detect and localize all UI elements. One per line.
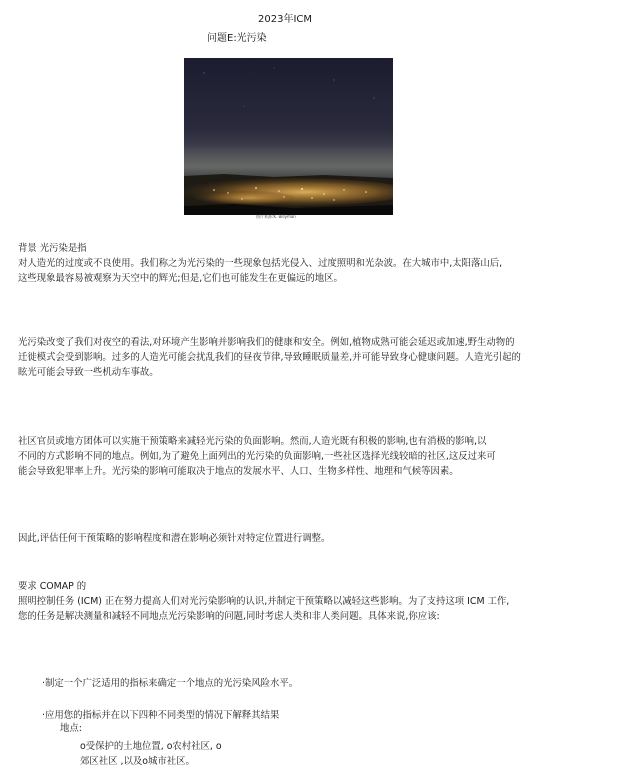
task-item-2-subtitle: 地点: — [60, 723, 82, 734]
problem-title: 问题E:光污染 — [207, 33, 267, 44]
locations-line-2: 郊区社区 ,以及o城市社区。 — [80, 756, 195, 767]
paragraph-3 — [18, 434, 496, 479]
night-city-photo — [184, 58, 393, 215]
requirements-line-1: 照明控制任务 (ICM) 正在努力提高人们对光污染影响的认识,并制定干预策略以减轻这些影响。为了支持这项 ICM 工作, — [18, 596, 510, 607]
paragraph-3-line-1: 社区官员或地方团体可以实施干预策略来减轻光污染的负面影响。然而,人造光既有积极的影响,也有消极的影响,以 — [18, 436, 487, 447]
background-line-2: 这些现象最容易被观察为天空中的辉光;但是,它们也可能发生在更偏远的地区。 — [18, 273, 343, 284]
requirements-section — [18, 579, 509, 624]
requirements-heading: 要求 COMAP 的 — [18, 581, 87, 592]
photo-caption: 图片来源:K. Billyman — [256, 214, 296, 219]
requirements-line-2: 您的任务是解决测量和减轻不同地点光污染影响的问题,同时考虑人类和非人类问题。具体来说,你应该: — [18, 611, 440, 622]
paragraph-2-line-3: 眩光可能会导致一些机动车事故。 — [18, 367, 159, 378]
paragraph-3-line-3: 能会导致犯罪率上升。光污染的影响可能取决于地点的发展水平、人口、生物多样性、地理和气候等因素。 — [18, 466, 459, 477]
paragraph-2-line-2: 迁徙模式会受到影响。过多的人造光可能会扰乱我们的昼夜节律,导致睡眠质量差,并可能导致身心健康问题。人造光引起的 — [18, 352, 521, 363]
background-heading: 背景 光污染是指 — [18, 243, 87, 254]
paragraph-4 — [18, 531, 330, 546]
background-section — [18, 241, 502, 286]
task-item-1: ·制定一个广泛适用的指标来确定一个地点的光污染风险水平。 — [42, 678, 299, 689]
document-title: 2023年ICM — [258, 14, 313, 25]
locations-line-1: o受保护的土地位置, o农村社区, o — [80, 741, 222, 752]
paragraph-2-line-1: 光污染改变了我们对夜空的看法,对环境产生影响并影响我们的健康和安全。例如,植物成熟可能会延迟或加速,野生动物的 — [18, 337, 515, 348]
paragraph-4-line-1: 因此,评估任何干预策略的影响程度和潜在影响必须针对特定位置进行调整。 — [18, 533, 331, 544]
task-item-2: ·应用您的指标并在以下四种不同类型的情况下解释其结果 — [42, 710, 280, 721]
background-line-1: 对人造光的过度或不良使用。我们称之为光污染的一些现象包括光侵入、过度照明和光杂波。在大城市中,太阳落山后, — [18, 258, 503, 269]
paragraph-2 — [18, 335, 521, 380]
paragraph-3-line-2: 不同的方式影响不同的地点。例如,为了避免上面列出的光污染的负面影响,一些社区选择光线较暗的社区,这反过来可 — [18, 451, 496, 462]
